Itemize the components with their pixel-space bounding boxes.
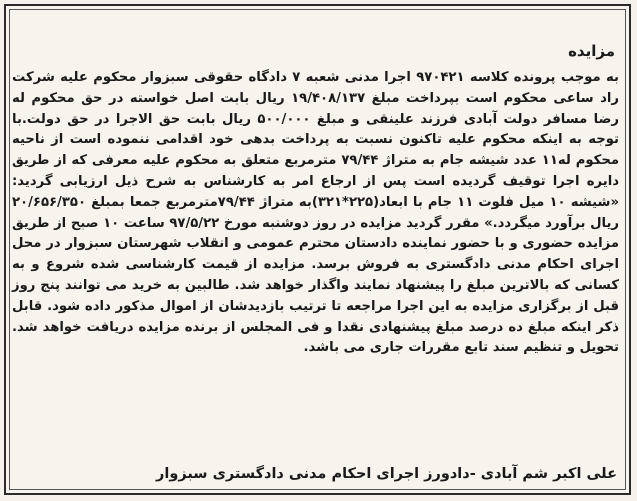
notice-body: به موجب پرونده کلاسه ۹۷۰۴۲۱ اجرا مدنی شعبه ۷ دادگاه حقوقی سبزوار محکوم علیه شرکت راد ساعی محکوم است بپرداخت مبلغ ۱۹/۴۰۸/۱۳۷ ریال بابت اصل خواسته در حق محکوم له رضا مسافر دولت آبادی فرزند علینقی و مبلغ ۵۰۰/۰۰۰ ریال بابت حق الاجرا در حق دولت.با توجه به اینکه محکوم علیه تاکنون نسبت به پرداخت بدهی خود اقدامی ننموده است از ناحیه محکوم له۱۱ عدد شیشه جام به متراژ ۷۹/۴۴ مترمربع متعلق به محکوم علیه معرفی که از طریق دایره اجرا توقیف گردیده است پس از ارجاع امر به کارشناس به شرح ذیل ارزیابی گردید: «شیشه ۱۰ میل فلوت ۱۱ جام با ابعاد(۲۲۵*۳۲۱)به متراژ ۷۹/۴۴مترمربع جمعا بمبلغ ۲۰/۶۵۶/۳۵۰ ریال برآورد میگردد.» مقرر گردید مزایده در روز دوشنبه مورخ ۹۷/۵/۲۲ ساعت ۱۰ صبح از طریق مزایده حضوری و با حضور نماینده دادستان محترم عمومی و انقلاب شهرستان سبزوار در محل اجرای احکام مدنی دادگستری به فروش برسد. مزایده از قیمت کارشناسی شده شروع و به کسانی که بالاترین مبلغ را پیشنهاد نمایند واگذار خواهد شد. طالبین به خرید می توانند پنج روز قبل از برگزاری مزایده به این اجرا مراجعه تا ترتیب بازدیدشان از اموال مذکور داده شود. قابل ذکر اینکه مبلغ ده درصد مبلغ پیشنهادی نقدا و فی المجلس از برنده مزایده دریافت خواهد شد. تحویل و تنظیم سند تابع مقررات جاری می باشد. xyxy=(12,70,620,356)
notice-signature: علی اکبر شم آبادی -دادورز اجرای احکام مدنی دادگستری سبزوار xyxy=(156,466,617,482)
notice-title: مزایده xyxy=(568,42,615,60)
auction-notice xyxy=(4,4,631,495)
